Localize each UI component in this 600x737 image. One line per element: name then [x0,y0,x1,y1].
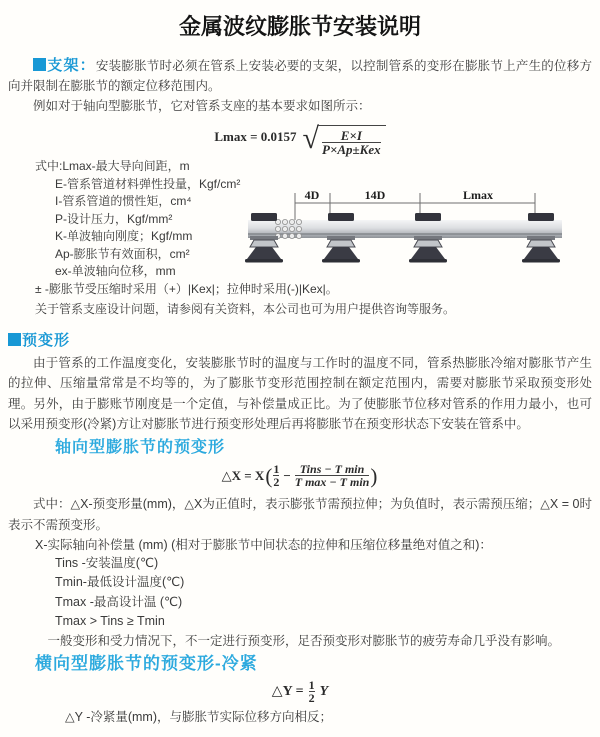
symbol-definitions [8,158,592,319]
one-half-fraction [273,463,279,488]
open-paren: ( [265,463,273,488]
axial-subheading: 轴向型膨胀节的预变形 [55,438,226,456]
delta-x-formula [8,460,592,492]
dy-denominator: 2 [308,691,315,705]
delta-y-formula [8,677,592,707]
dy-note: △Y -冷紧量(mm)，与膨胀节实际位移方向相反； [65,709,333,724]
plus-minus-note: ± -膨胀节受压缩时采用（+）|Kex|；拉伸时采用(-)|Kex|。 [35,281,338,296]
radical-content [317,125,386,156]
predeform-section-heading [8,331,592,351]
section-bullet-square [33,58,46,71]
lmax-formula [8,120,592,157]
page-title: 金属波纹膨胀节安装说明 [178,14,421,39]
definition-line: P-设计压力，Kgf/mm² [55,211,173,226]
lateral-subheading: 横向型膨胀节的预变形-冷紧 [35,653,258,673]
temp-definition-line: Tmin-最低设计温度(℃) [55,575,185,589]
definition-line: 式中:Lmax-最大导向间距，m [35,159,190,173]
example-line: 例如对于轴向型膨胀节，它对管系支座的基本要求如图所示： [33,99,371,113]
definition-line: K-单波轴向刚度；Kgf/mm [55,229,193,243]
temp-definition-line: Tmax -最高设计温 (℃) [55,594,183,609]
dy-one-half-fraction [309,679,315,704]
lmax-formula-lhs: Lmax = 0.0157 [214,129,297,144]
section-bullet-square [8,333,21,346]
lmax-denominator: P×Ap±Kex [322,142,381,157]
definition-line: Ap-膨胀节有效面积，cm² [55,246,190,261]
support-intro-text: 安装膨胀节时必须在管系上安装必要的支架，以控制管系的变形在膨胀节上产生的位移方向并限制在膨胀节的额定位移范围内。 [8,59,592,93]
dimension-label-14d: 14D [364,188,386,202]
definition-line: ex-单波轴向位移，mm [55,264,176,278]
temp-definition-line: Tins -安装温度(℃) [55,555,159,570]
temp-relation-line: Tmax > Tins ≥ Tmin [55,614,165,628]
half-numerator: 1 [273,462,280,476]
minus-operator: − [283,467,291,483]
x-definition-line: X-实际轴向补偿量 (mm) (相对于膨胀节中间状态的拉伸和压缩位移量绝对值之和)： [35,537,492,552]
radical-sign: √ [302,122,320,155]
dy-lhs: △Y = [271,684,304,699]
definition-line: E-管系管道材料弹性投量，Kgf/cm² [55,176,241,191]
dy-numerator: 1 [308,678,315,692]
dimension-label-4d: 4D [304,188,320,202]
dimension-label-lmax: Lmax [463,188,493,202]
temp-numerator: Tins − T min [299,462,365,476]
dx-lhs: △X = X [221,467,265,483]
support-paragraph [8,56,592,96]
definition-line: I-管系管道的惯性矩，cm⁴ [55,194,192,208]
temp-denominator: T max − T min [294,475,370,489]
lmax-numerator: E×I [340,128,362,143]
temperature-fraction [295,463,370,488]
dy-rhs: Y [319,683,329,699]
pipe [248,220,562,238]
consult-note: 关于管系支座设计问题，请参阅有关资料，本公司也可为用户提供咨询等服务。 [35,302,456,316]
predeform-paragraph: 由于管系的工作温度变化，安装膨胀节时的温度与工作时的温度不同，管系热膨胀冷缩对膨胀节产生的拉伸、压缩量常常是不均等的，为了膨胀节变形范围控制在额定范围内，需要对膨胀节采取预变形处理。另外，由于膨账节刚度是一个定值，与补偿量成正比。为了使膨胀节位移对管系的作用力最小，也可以采用预变形(冷紧)方让对膨胀节进行预变形处理后再将膨胀节在预变形状态下安装在管系中。 [8,355,592,431]
support-section-heading: 支架： [47,57,96,74]
lmax-fraction [322,129,381,156]
close-paren: ) [370,463,378,488]
general-note: 一般变形和受力情况下，不一定进行预变形，足否预变形对膨胀节的疲劳寿命几乎没有影响。 [47,633,561,648]
dx-explanation: 式中：△X-预变形量(mm)，△X为正值时，表示膨张节需预拉伸；为负值时，表示需预压缩；△X = 0时表示不需预变形。 [8,496,592,532]
predeform-heading-label: 预变形 [22,331,71,349]
half-denominator: 2 [273,475,280,489]
pipe-support-diagram [238,186,573,271]
